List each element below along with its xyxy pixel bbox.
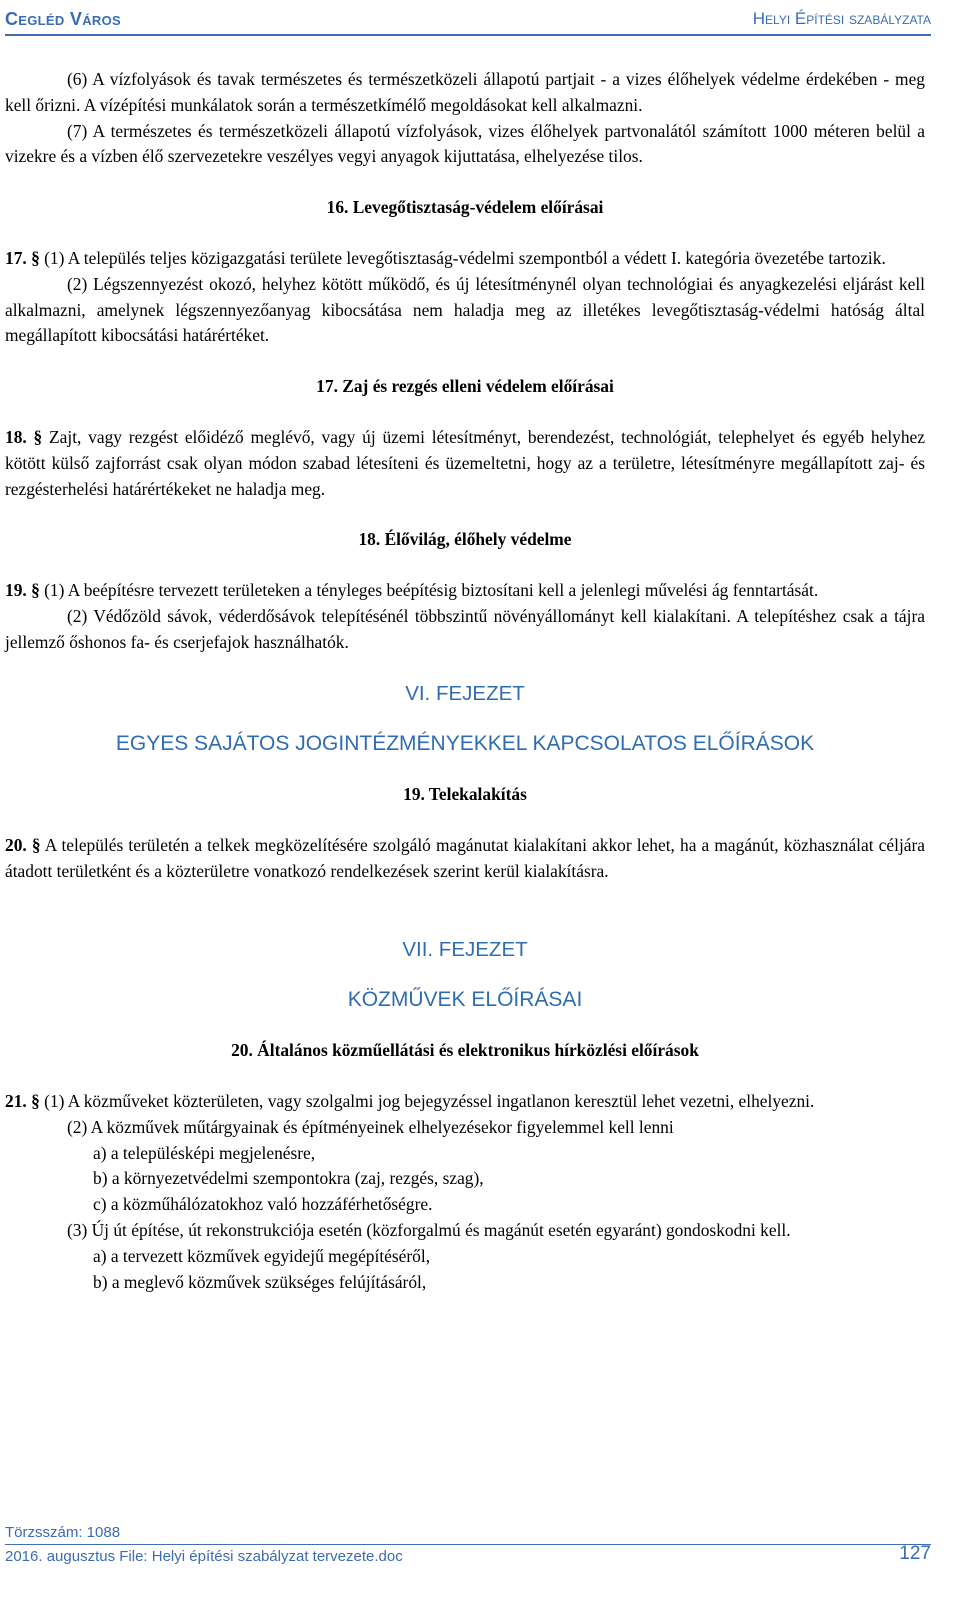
section-21-paragraph-3: (3) Új út építése, út rekonstrukciója esetén (közforgalmú és magánút esetén egyaránt) gondoskodni kell. (67, 1219, 791, 1240)
section-21-number: 21. § (5, 1090, 40, 1111)
page-header (5, 4, 931, 36)
list-item-3a: a) a tervezett közművek egyidejű megépítéséről, (93, 1245, 431, 1266)
list-item-2a: a) a településképi megjelenésre, (93, 1142, 316, 1163)
section-17-paragraph-2: (2) Légszennyezést okozó, helyhez kötött működő, és új létesítménynél olyan technológiai és anyagkezelési eljárást kell alkalmazni, amelynek légszennyezőanyag kibocsátása nem haladja meg az illetékes levegőtisztaság-védelmi hatóság által megállapított kibocsátási határértéket. (5, 273, 925, 346)
heading-18: 18. Élővilág, élőhely védelme (358, 529, 572, 550)
chapter-7-number: VII. FEJEZET (402, 937, 528, 961)
section-20-p1-text: A település területén a telkek megközelítésére szolgáló magánutat kialakítani akkor lehet, ha a magánút, közhasználat céljára átadott területként és a közterületre vonatkozó rendelkezések szerint kerül kialakításra. (5, 834, 926, 881)
section-19-number: 19. § (5, 580, 40, 601)
chapter-6-title: EGYES SAJÁTOS JOGINTÉZMÉNYEKKEL KAPCSOLATOS ELŐÍRÁSOK (115, 732, 815, 756)
heading-19: 19. Telekalakítás (403, 784, 527, 805)
footer-divider (5, 1544, 931, 1545)
header-city: Cegléd Város (5, 9, 121, 29)
list-item-2c: c) a közműhálózatokhoz való hozzáférhetőségre. (93, 1194, 433, 1215)
section-19-paragraph-1 (5, 578, 925, 604)
section-17-p1-text: (1) A település teljes közigazgatási területe levegőtisztaság-védelmi szempontból a védett I. kategória övezetébe tartozik. (39, 247, 886, 268)
section-20-number: 20. § (5, 834, 41, 855)
chapter-6-number: VI. FEJEZET (405, 681, 525, 705)
footer-registry-number: Törzsszám: 1088 (5, 1524, 121, 1541)
section-18-p1-text: Zajt, vagy rezgést előidéző meglévő, vagy új üzemi létesítményt, berendezést, technológiát, telephelyet és egyéb helyhez kötött külső zajforrást csak olyan módon szabad létesíteni és üzemeltetni, hogy az a területre, létesítményre megállapított zaj- és rezgésterhelési határértékeket ne haladja meg. (5, 426, 925, 499)
section-20-paragraph-1 (5, 833, 925, 885)
section-17-paragraph-1 (5, 246, 925, 272)
footer-file-info: 2016. augusztus File: Helyi építési szabályzat tervezete.doc (5, 1548, 403, 1565)
section-18-paragraph-1 (5, 425, 925, 502)
heading-20: 20. Általános közműellátási és elektronikus hírközlési előírások (231, 1040, 699, 1061)
chapter-7-title: KÖZMŰVEK ELŐÍRÁSAI (347, 988, 583, 1012)
list-item-3b: b) a meglevő közművek szükséges felújításáról, (93, 1271, 427, 1292)
heading-17: 17. Zaj és rezgés elleni védelem előírásai (316, 376, 614, 397)
list-item-2b: b) a környezetvédelmi szempontokra (zaj, rezgés, szag), (93, 1168, 484, 1189)
section-19-p1-text: (1) A beépítésre tervezett területeken a tényleges beépítésig biztosítani kell a jelenlegi művelési ág fenntartását. (39, 580, 819, 601)
section-18-number: 18. § (5, 426, 43, 447)
page-number: 127 (899, 1543, 931, 1564)
heading-16: 16. Levegőtisztaság-védelem előírásai (326, 197, 604, 218)
section-21-p1-text: (1) A közműveket közterületen, vagy szolgalmi jog bejegyzéssel ingatlanon keresztül lehet vezetni, elhelyezni. (39, 1090, 815, 1111)
paragraph-6: (6) A vízfolyások és tavak természetes és természetközeli állapotú partjait - a vizes élőhelyek védelme érdekében - meg kell őrizni. A vízépítési munkálatok során a természetkímélő megoldásokat kell alkalmazni. (5, 69, 925, 115)
document-body (5, 67, 925, 1295)
header-doc-title: Helyi Építési szabályzata (752, 9, 931, 28)
section-21-paragraph-2: (2) A közművek műtárgyainak és építményeinek elhelyezésekor figyelemmel kell lenni (67, 1116, 674, 1137)
paragraph-7: (7) A természetes és természetközeli állapotú vízfolyások, vizes élőhelyek partvonalától számított 1000 méteren belül a vizekre és a vízben élő szervezetekre veszélyes vegyi anyagok kijuttatása, elhelyezése tilos. (5, 120, 925, 167)
section-17-number: 17. § (5, 247, 40, 268)
section-21-paragraph-1 (5, 1089, 925, 1115)
section-19-paragraph-2: (2) Védőzöld sávok, véderdősávok telepítésénél többszintű növényállományt kell kialakítani. A telepítéshez csak a tájra jellemző őshonos fa- és cserjefajok használhatók. (5, 605, 925, 652)
